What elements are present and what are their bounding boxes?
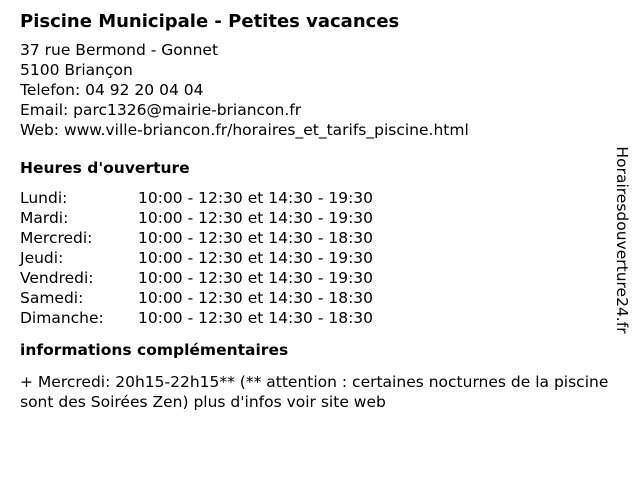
- hours-row-jeudi: [20, 248, 630, 268]
- hours-heading: Heures d'ouverture: [20, 159, 190, 177]
- hours-day: Jeudi:: [20, 249, 64, 267]
- hours-time: 10:00 - 12:30 et 14:30 - 18:30: [138, 289, 374, 307]
- hours-day: Mardi:: [20, 209, 69, 227]
- hours-table: [20, 188, 630, 328]
- hours-row-mercredi: [20, 228, 630, 248]
- hours-row-samedi: [20, 288, 630, 308]
- address-city: 5100 Briançon: [20, 61, 133, 79]
- hours-day: Vendredi:: [20, 269, 94, 287]
- address-block: [20, 40, 630, 140]
- hours-time: 10:00 - 12:30 et 14:30 - 19:30: [138, 249, 374, 267]
- hours-row-dimanche: [20, 308, 630, 328]
- hours-time: 10:00 - 12:30 et 14:30 - 19:30: [138, 269, 374, 287]
- address-phone: Telefon: 04 92 20 04 04: [20, 81, 204, 99]
- hours-day: Mercredi:: [20, 229, 93, 247]
- hours-time: 10:00 - 12:30 et 14:30 - 19:30: [138, 209, 374, 227]
- hours-day: Samedi:: [20, 289, 84, 307]
- address-email: Email: parc1326@mairie-briancon.fr: [20, 101, 302, 119]
- hours-row-mardi: [20, 208, 630, 228]
- hours-row-vendredi: [20, 268, 630, 288]
- hours-time: 10:00 - 12:30 et 14:30 - 18:30: [138, 229, 374, 247]
- info-text: + Mercredi: 20h15-22h15** (** attention : certaines nocturnes de la piscine sont des Soirées Zen) plus d'infos voir site web: [20, 373, 609, 411]
- info-heading: informations complémentaires: [20, 341, 289, 359]
- hours-row-lundi: [20, 188, 630, 208]
- hours-time: 10:00 - 12:30 et 14:30 - 19:30: [138, 189, 374, 207]
- address-street: 37 rue Bermond - Gonnet: [20, 41, 219, 59]
- address-web: Web: www.ville-briancon.fr/horaires_et_tarifs_piscine.html: [20, 121, 469, 139]
- hours-day: Lundi:: [20, 189, 68, 207]
- page-title: Piscine Municipale - Petites vacances: [20, 11, 400, 32]
- page-content: [20, 10, 630, 412]
- hours-day: Dimanche:: [20, 309, 104, 327]
- hours-time: 10:00 - 12:30 et 14:30 - 18:30: [138, 309, 374, 327]
- site-watermark-label: Horairesdouverture24.fr: [613, 146, 631, 334]
